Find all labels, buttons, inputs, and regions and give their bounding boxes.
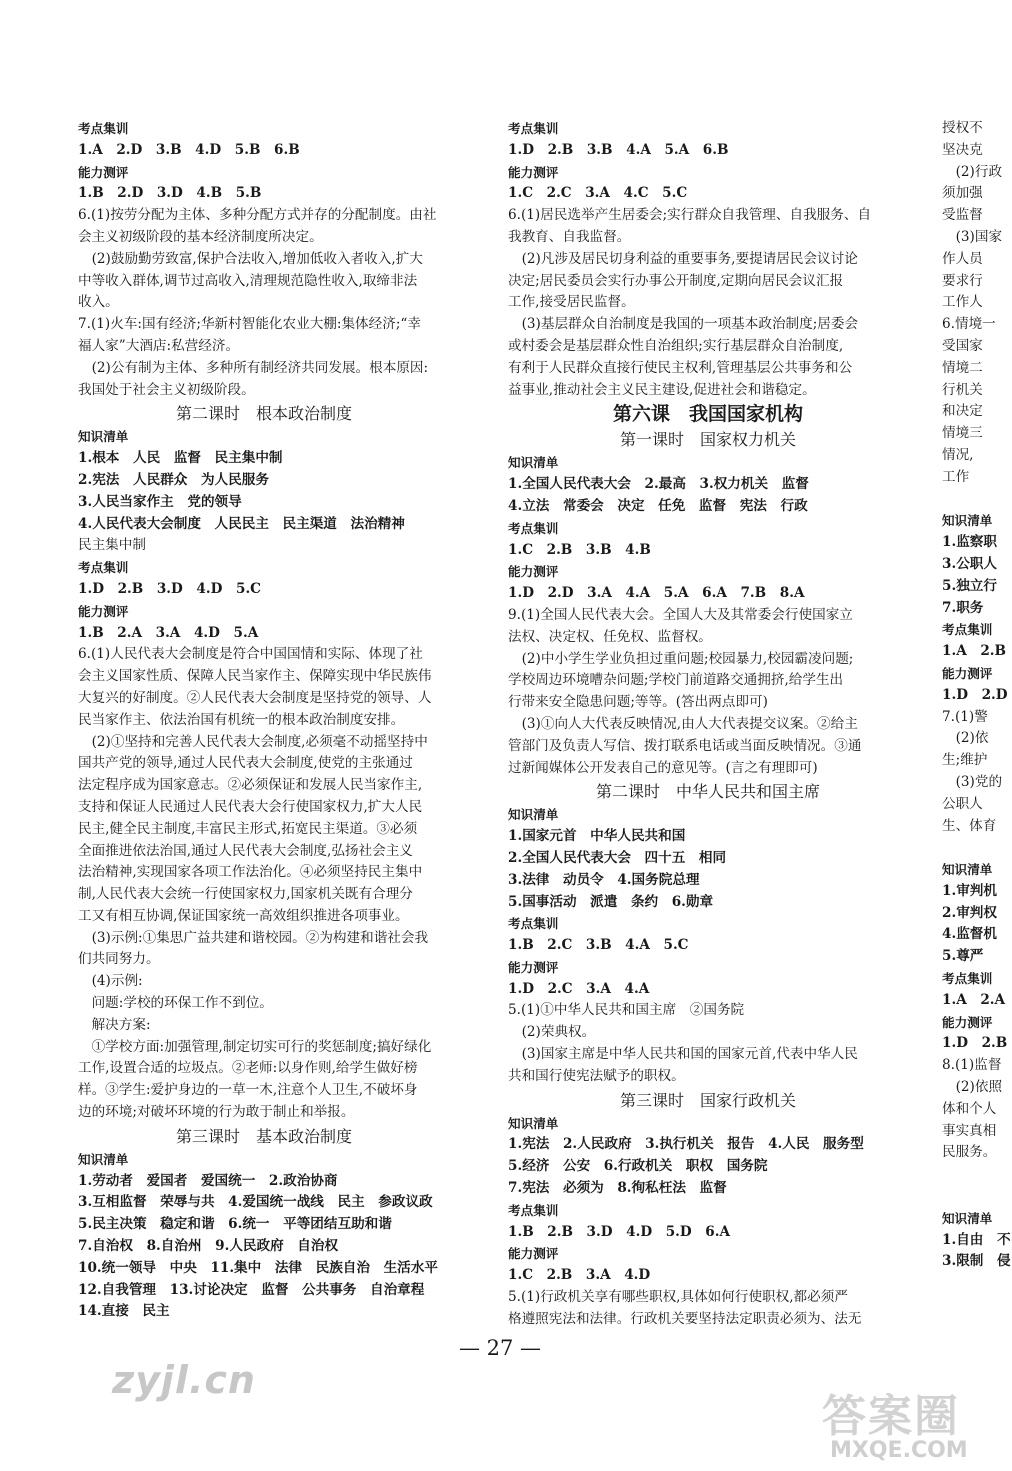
text-line: (2)鼓励勤劳致富,保护合法收入,增加低收入者收入,扩大 [91, 250, 423, 267]
answer-line: 7.职务 [942, 599, 997, 616]
answer-line: 1.B 2.D 3.D 4.B 5.B [78, 185, 262, 202]
text-line: 5.(1)行政机关享有哪些职权,具体如何行使职权,都必须严 [508, 1289, 848, 1306]
answer-line: 1.B 2.A 3.A 4.D 5.A [78, 624, 259, 641]
text-line: 5.(1)①中华人民共和国主席 ②国务院 [508, 1002, 745, 1019]
section-heading: 知识清单 [78, 1151, 129, 1167]
text-line: 授权不 [942, 120, 983, 136]
section-heading: 考点集训 [78, 560, 129, 576]
section-heading: 能力测评 [78, 164, 129, 180]
text-line: 6.(1)按劳分配为主体、多种分配方式并存的分配制度。由社 [78, 207, 437, 224]
text-line: 样。③学生:爱护身边的一草一木,注意个人卫生,不破坏身 [78, 1082, 418, 1099]
text-line: 行带来安全隐患问题;等等。(答出两点即可) [508, 694, 768, 711]
text-line: 过新闻媒体公开发表自己的意见等。(言之有理即可) [508, 759, 818, 776]
answer-line: 2.审判权 [942, 904, 997, 921]
answer-line: 5.经济 公安 6.行政机关 职权 国务院 [508, 1158, 768, 1175]
text-line: (2)凡涉及居民切身利益的重要事务,要提请居民会议讨论 [521, 250, 858, 267]
answer-line: 10.统一领导 中央 11.集中 法律 民族自治 生活水平 [78, 1259, 438, 1276]
watermark-mxqe [822, 1372, 998, 1468]
text-line: 决定;居民委员会实行办事公开制度,定期向居民会议汇报 [508, 272, 844, 289]
watermark-mxqe-url: MXQE.COM [830, 1438, 968, 1463]
text-line: (2)①坚持和完善人民代表大会制度,必须毫不动摇坚持中 [91, 733, 428, 750]
answer-line: 1.全国人民代表大会 2.最高 3.权力机关 监督 [508, 476, 809, 493]
answer-line: 4.人民代表大会制度 人民民主 民主渠道 法治精神 [78, 515, 405, 532]
answer-line: 1.D 2.D 3.A 4.A 5.A 6.A 7.B 8.A [508, 585, 805, 602]
text-line: 事实真相 [942, 1122, 997, 1139]
text-line: 全面推进依法治国,通过人民代表大会制度,弘扬社会主义 [78, 842, 413, 859]
section-heading: 能力测评 [942, 665, 993, 681]
answer-line: 1.A 2.A [942, 991, 1006, 1008]
text-line: 公职人 [942, 795, 983, 812]
section-heading: 能力测评 [942, 1014, 993, 1030]
section-heading: 知识清单 [508, 455, 559, 471]
watermark-zyjl: zyjl.cn [112, 1358, 256, 1402]
column-middle [508, 118, 908, 1331]
text-line: 和决定 [942, 403, 983, 420]
text-line: 生、体育 [942, 817, 997, 834]
text-line: 学校周边环境嘈杂问题;学校门前道路交通拥挤,给学生出 [508, 672, 844, 689]
text-line: 6.(1)人民代表大会制度是符合中国国情和实际、体现了社 [78, 646, 423, 663]
text-line: 民服务。 [942, 1144, 997, 1161]
text-line: 支持和保证人民通过人民代表大会行使国家权力,扩大人民 [78, 798, 423, 815]
text-line: 7.(1)火车:国有经济;华新村智能化农业大棚:集体经济;“幸 [78, 316, 421, 333]
answer-line: 1.宪法 2.人民政府 3.执行机关 报告 4.人民 服务型 [508, 1136, 864, 1153]
text-line: (2)依照 [955, 1079, 1003, 1096]
text-line: 工作,接受居民监督。 [508, 294, 635, 311]
unit-title: 第六课 我国国家机构 [612, 403, 803, 426]
text-line: 问题:学校的环保工作不到位。 [91, 995, 273, 1012]
section-heading: 能力测评 [508, 164, 559, 180]
answer-line: 7.宪法 必须为 8.徇私枉法 监督 [508, 1180, 727, 1197]
answer-line: 1.C 2.B 3.A 4.D [508, 1267, 651, 1284]
text-line: 情境三 [942, 425, 983, 442]
section-heading: 知识清单 [942, 1210, 993, 1226]
answer-line: 2.全国人民代表大会 四十五 相同 [508, 849, 727, 866]
answer-line: 3.法律 动员令 4.国务院总理 [508, 871, 700, 888]
text-line: 生;维护 [942, 752, 988, 769]
text-line: 我国处于社会主义初级阶段。 [78, 381, 255, 398]
text-line: 民当家作主、依法治国有机统一的根本政治制度安排。 [78, 711, 405, 728]
text-line: (3)①向人大代表反映情况,由人大代表提交议案。②给主 [521, 715, 858, 732]
section-heading: 知识清单 [942, 513, 993, 529]
answer-line: 5.尊严 [942, 948, 984, 965]
text-line: (4)示例: [91, 973, 143, 990]
text-line: 法权、决定权、任免权、监督权。 [508, 628, 712, 645]
text-line: 制,人民代表大会统一行使国家权力,国家机关既有合理分 [78, 886, 413, 903]
text-line: 法治精神,实现国家各项工作法治化。④必须坚持民主集中 [78, 864, 423, 881]
section-heading: 考点集训 [508, 520, 559, 536]
text-line: 情况, [942, 446, 974, 463]
text-line: 体和个人 [942, 1100, 997, 1117]
text-line: 会主义初级阶段的基本经济制度所决定。 [78, 228, 323, 245]
text-line: 要求行 [942, 272, 983, 289]
section-heading: 考点集训 [508, 916, 559, 932]
blank-line [942, 1186, 1012, 1208]
section-heading: 考点集训 [508, 1202, 559, 1218]
text-line: 行机关 [942, 381, 983, 398]
text-line: 6.情境一 [942, 316, 996, 333]
text-line: 边的环境;对破坏环境的行为敢于制止和举报。 [78, 1104, 355, 1121]
text-line: 情境二 [942, 359, 983, 376]
section-heading: 考点集训 [942, 971, 993, 987]
answer-line: 5.国事活动 派遣 条约 6.勋章 [508, 893, 714, 910]
text-line: 民主,健全民主制度,丰富民主形式,拓宽民主渠道。③必须 [78, 820, 418, 837]
answer-line: 3.限制 侵 [942, 1253, 1011, 1270]
text-line: 我教育、自我监督。 [508, 228, 631, 245]
answer-line: 14.直接 民主 [78, 1303, 170, 1320]
section-heading: 知识清单 [508, 807, 559, 823]
lesson-title: 第三课时 基本政治制度 [175, 1126, 352, 1146]
text-line: 中等收入群体,调节过高收入,清理规范隐性收入,取缔非法 [78, 272, 418, 289]
answer-line: 7.自治权 8.自治州 9.人民政府 自治权 [78, 1238, 339, 1255]
text-line: 9.(1)全国人民代表大会。全国人大及其常委会行使国家立 [508, 606, 853, 623]
text-line: 收入。 [78, 294, 119, 311]
text-line: 们共同努力。 [78, 951, 160, 968]
blank-line [942, 837, 1012, 859]
text-line: 须加强 [942, 185, 983, 202]
text-line: 受监督 [942, 207, 983, 224]
text-line: 工作,设置合适的垃圾点。②老师:以身作则,给学生做好榜 [78, 1060, 418, 1077]
answer-line: 1.C 2.C 3.A 4.C 5.C [508, 185, 688, 202]
text-line: (3)党的 [955, 773, 1003, 790]
lesson-title: 第二课时 根本政治制度 [175, 404, 352, 424]
text-line: 作人员 [942, 250, 983, 267]
section-heading: 能力测评 [78, 603, 129, 619]
text-line: 大复兴的好制度。②人民代表大会制度是坚持党的领导、人 [78, 689, 432, 706]
answer-line: 1.D 2.B 3.D 4.D 5.C [78, 580, 262, 597]
text-line: (2)依 [955, 730, 989, 747]
answer-line: 1.劳动者 爱国者 爱国统一 2.政治协商 [78, 1172, 338, 1189]
text-line: (3)基层群众自治制度是我国的一项基本政治制度;居委会 [521, 316, 859, 333]
text-line: 工作 [942, 468, 970, 485]
page-number: — 27 — [458, 1336, 542, 1360]
text-line: 民主集中制 [78, 537, 146, 554]
watermark-mxqe-logo: 答案圈 [822, 1391, 960, 1442]
text-line: 法定程序成为国家意志。②必须保证和发展人民当家作主, [78, 777, 423, 794]
answer-line: 1.D 2.D [942, 686, 1008, 703]
section-heading: 能力测评 [508, 564, 559, 580]
text-line: ①学校方面:加强管理,制定切实可行的奖惩制度;搞好绿化 [91, 1038, 432, 1055]
text-line: 国共产党的领导,通过人民代表大会制度,使党的主张通过 [78, 755, 413, 772]
text-line: (3)国家 [955, 228, 1003, 245]
answer-line: 1.D 2.C 3.A 4.A [508, 980, 650, 997]
text-line: 工作人 [942, 294, 983, 311]
section-heading: 知识清单 [942, 862, 993, 878]
answer-line: 1.B 2.C 3.B 4.A 5.C [508, 937, 689, 954]
answer-line: 1.审判机 [942, 882, 997, 899]
answer-line: 3.公职人 [942, 555, 997, 572]
lesson-title: 第三课时 国家行政机关 [619, 1090, 796, 1110]
text-line: 8.(1)监督 [942, 1057, 1002, 1074]
section-heading: 知识清单 [508, 1115, 559, 1131]
text-line: 受国家 [942, 337, 983, 354]
blank-line [942, 489, 1012, 511]
section-heading: 考点集训 [78, 121, 129, 136]
section-heading: 考点集训 [508, 121, 559, 136]
text-line: 管部门及负责人写信、拨打联系电话或当面反映情况。③通 [508, 737, 862, 754]
text-line: 7.(1)警 [942, 708, 988, 725]
answer-line: 4.立法 常委会 决定 任免 监督 宪法 行政 [508, 497, 808, 514]
section-heading: 能力测评 [508, 1246, 559, 1262]
text-line: 益事业,推动社会主义民主建设,促进社会和谐稳定。 [508, 381, 816, 398]
answer-line: 1.C 2.B 3.B 4.B [508, 541, 651, 558]
text-line: 解决方案: [91, 1016, 151, 1033]
text-line: 格遵照宪法和法律。行政机关要坚持法定职责必须为、法无 [508, 1310, 862, 1327]
answer-line: 3.人民当家作主 党的领导 [78, 493, 242, 510]
answer-line: 1.A 2.D 3.B 4.D 5.B 6.B [78, 141, 300, 158]
section-heading: 考点集训 [942, 622, 993, 638]
answer-line: 5.民主决策 稳定和谐 6.统一 平等团结互助和谐 [78, 1216, 392, 1233]
answer-line: 12.自我管理 13.讨论决定 监督 公共事务 自治章程 [78, 1281, 425, 1298]
answer-line: 1.D 2.B [942, 1035, 1008, 1052]
text-line: 或村委会是基层群众性自治组织;实行基层群众自治制度, [508, 337, 844, 354]
blank-line [942, 1164, 1012, 1186]
answer-line: 2.宪法 人民群众 为人民服务 [78, 471, 269, 488]
lesson-title: 第二课时 中华人民共和国主席 [595, 782, 820, 802]
answer-line: 3.互相监督 荣辱与共 4.爱国统一战线 民主 参政议政 [78, 1194, 433, 1211]
answer-line: 1.自由 不 [942, 1231, 1011, 1248]
answer-line: 1.根本 人民 监督 民主集中制 [78, 450, 283, 467]
text-line: 坚决克 [942, 141, 983, 158]
column-left [78, 118, 450, 1323]
text-line: 有利于人民群众直接行使民主权利,管理基层公共事务和公 [508, 359, 853, 376]
section-heading: 知识清单 [78, 429, 129, 445]
text-line: (2)公有制为主体、多种所有制经济共同发展。根本原因: [91, 359, 429, 376]
text-line: (2)中小学生学业负担过重问题;校园暴力,校园霸凌问题; [521, 650, 854, 667]
lesson-title: 第一课时 国家权力机关 [619, 430, 796, 450]
page-number-value: 27 [486, 1336, 514, 1360]
section-heading: 能力测评 [508, 959, 559, 975]
text-line: 会主义国家性质、保障人民当家作主、保障实现中华民族伟 [78, 668, 432, 685]
answer-line: 1.B 2.B 3.D 4.D 5.D 6.A [508, 1223, 731, 1240]
column-right-partial [942, 118, 1012, 1273]
text-line: (2)荣典权。 [521, 1024, 596, 1041]
text-line: (3)国家主席是中华人民共和国的国家元首,代表中华人民 [521, 1046, 858, 1063]
answer-line: 1.国家元首 中华人民共和国 [508, 828, 686, 845]
answer-line: 1.A 2.B [942, 643, 1007, 660]
text-line: 6.(1)居民选举产生居委会;实行群众自我管理、自我服务、自 [508, 207, 872, 224]
text-line: 福人家”大酒店:私营经济。 [78, 337, 240, 354]
text-line: 工又有相互协调,保证国家统一高效组织推进各项事业。 [78, 907, 409, 924]
answer-line: 4.监督机 [942, 926, 997, 943]
text-line: 共和国行使宪法赋予的职权。 [508, 1067, 685, 1084]
answer-line: 5.独立行 [942, 577, 997, 594]
answer-line: 1.D 2.B 3.B 4.A 5.A 6.B [508, 141, 729, 158]
text-line: (3)示例:①集思广益共建和谐校园。②为构建和谐社会我 [91, 929, 429, 946]
answer-line: 1.监察职 [942, 534, 997, 551]
text-line: (2)行政 [955, 163, 1003, 180]
